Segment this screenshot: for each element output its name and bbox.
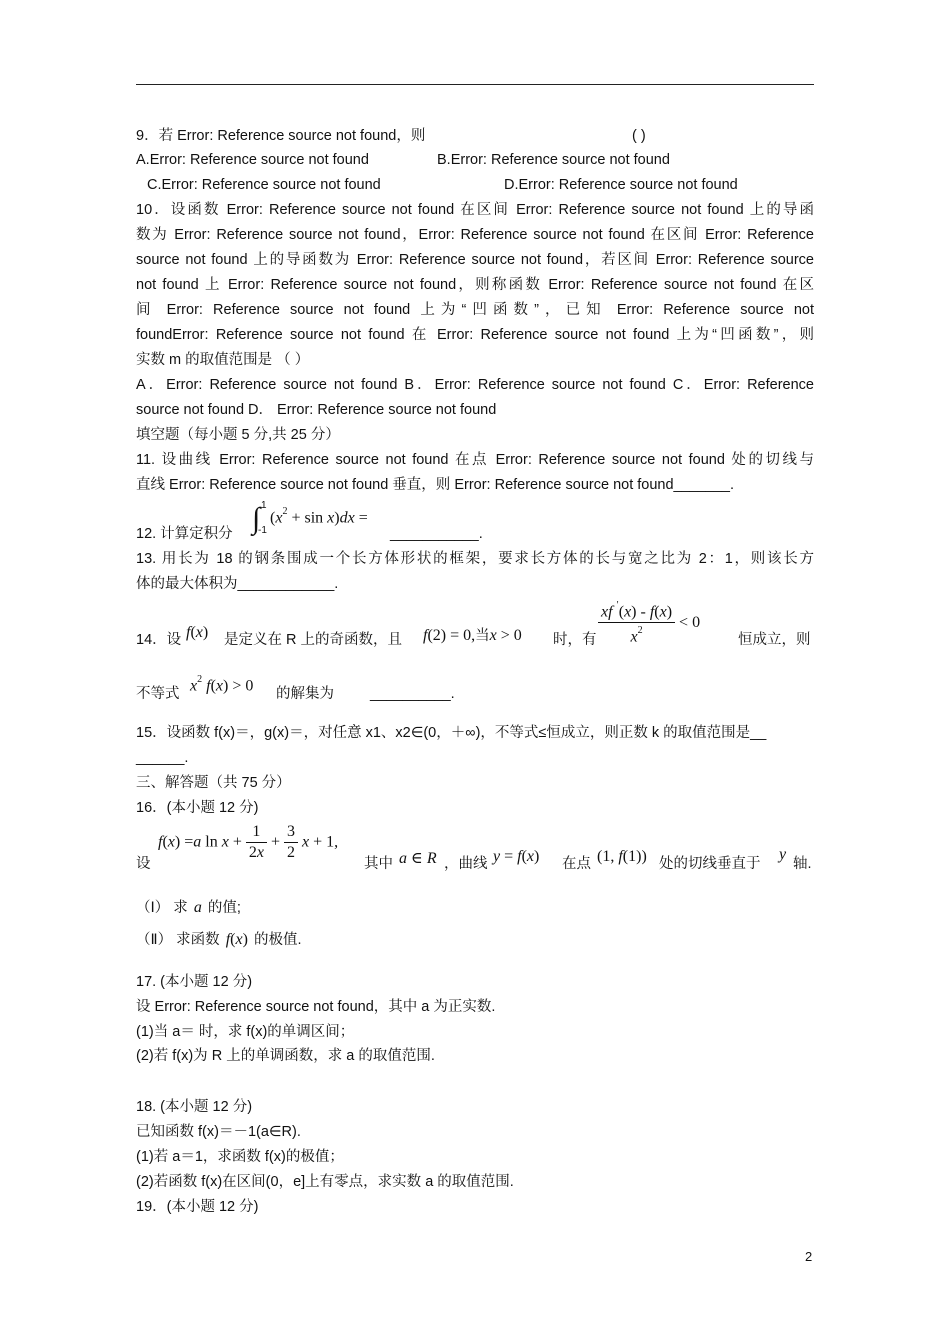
q17-line-3: (2)若 f(x)为 R 上的单调函数，求 a 的取值范围. [136, 1048, 435, 1064]
q10-line-4: not found 上 Error: Reference source not found，则称函数 Error: Reference source not found 在区 [136, 277, 814, 293]
q14-fx-formula: f(x) [186, 624, 209, 641]
q9-option-c: C.Error: Reference source not found [147, 177, 381, 193]
q16-part-2-tail: 的极值. [253, 932, 302, 948]
q17-line-1: 设 Error: Reference source not found，其中 a 为正实数. [136, 999, 496, 1015]
q17-line-2: (1)当 a＝ 时，求 f(x)的单调区间； [136, 1024, 355, 1040]
q14-line-2-prefix: 不等式 [136, 686, 180, 702]
q10-options-line-1: A．Error: Reference source not found B．Error: Reference source not found C．Error: Reference [136, 377, 814, 393]
q18-header: 18. (本小题 12 分) [136, 1099, 253, 1115]
q14-condition-formula: f(2) = 0,当x > 0 [423, 627, 522, 644]
q16-domain-formula: a ∈ R [399, 850, 437, 867]
q14-line-2-suffix: 的解集为 [276, 686, 334, 702]
q16-part-1 [136, 898, 814, 918]
q10-line-7: 实数 m 的取值范围是 （ ） [136, 352, 310, 368]
page-number: 2 [805, 1249, 813, 1264]
q16-part-2 [136, 930, 814, 950]
q11-line-2: 直线 Error: Reference source not found 垂直，则 Error: Reference source not found_______. [136, 477, 735, 493]
q12-integral-formula [252, 500, 402, 540]
q16-curve-formula: y = f(x) [493, 848, 540, 865]
q16-zaidian: 在点 [562, 856, 591, 872]
q12-lower-limit: -1 [258, 525, 267, 536]
q9-option-b: B.Error: Reference source not found [437, 152, 670, 168]
q16-fx: f(x) [225, 931, 248, 948]
q9-option-d: D.Error: Reference source not found [504, 177, 738, 193]
q9-option-a: A.Error: Reference source not found [136, 152, 369, 168]
q14-inequality-formula: $\frac{xf '(x) - f(x)}{x^2}$ < 0 [598, 598, 700, 648]
q12-integrand: $(x^2 + \sin x)dx$ = [270, 506, 368, 527]
q18-line-2: (1)若 a＝1，求函数 f(x)的极值； [136, 1149, 344, 1165]
q16-chu: 处的切线垂直于 [659, 856, 761, 872]
q10-options-line-2: source not found D． Error: Reference source not found [136, 402, 497, 418]
q10-line-1: 10．设函数 Error: Reference source not found 在区间 Error: Reference source not found 上的导函 [136, 202, 814, 218]
q16-part-1-label: （Ⅰ） 求 [136, 900, 188, 916]
q16-var-a: a [193, 899, 202, 916]
q9-answer-paren: ( ) [632, 128, 646, 144]
q15-line-2: ______. [136, 750, 189, 766]
q16-header: 16．(本小题 12 分) [136, 800, 259, 816]
q13-line-1: 13. 用长为 18 的钢条围成一个长方体形状的框架，要求长方体的长与宽之比为 2：1，则该长方 [136, 551, 814, 567]
q16-she: 设 [136, 856, 151, 872]
q14-mid-1: 是定义在 R 上的奇函数，且 [224, 632, 403, 648]
q12-upper-limit: 1 [261, 500, 267, 511]
q14-fraction: $\frac{xf '(x) - f(x)}{x^2}$ [598, 598, 675, 648]
q16-point-formula: (1, f(1)) [597, 848, 647, 865]
q13-line-2: 体的最大体积为____________. [136, 576, 339, 592]
q18-line-3: (2)若函数 f(x)在区间(0，e]上有零点，求实数 a 的取值范围. [136, 1174, 514, 1190]
q10-line-2: 数为 Error: Reference source not found，Error: Reference source not found 在区间 Error: Reference [136, 227, 814, 243]
q12-prefix: 12. 计算定积分 [136, 526, 233, 542]
header-rule [136, 84, 814, 85]
q10-line-6: foundError: Reference source not found 在 Error: Reference source not found 上为“凹函数”，则 [136, 327, 814, 343]
q10-line-5: 间 Error: Reference source not found 上为“凹函数”，已知 Error: Reference source not [136, 302, 814, 318]
fill-section-header: 填空题（每小题 5 分,共 25 分） [136, 427, 340, 443]
q11-line-1: 11. 设曲线 Error: Reference source not found 在点 Error: Reference source not found 处的切线与 [136, 452, 814, 468]
q19-header: 19．(本小题 12 分) [136, 1199, 259, 1215]
integral-sign-icon: ∫ [252, 502, 261, 535]
q15-line-1: 15．设函数 f(x)＝，g(x)＝，对任意 x1、x2∈(0，＋∞)，不等式≤恒成立，则正数 k 的取值范围是__ [136, 725, 767, 741]
q14-blank: __________. [370, 686, 455, 702]
q17-header: 17. (本小题 12 分) [136, 974, 253, 990]
q14-suffix: 恒成立，则 [738, 632, 811, 648]
q16-function-formula: f(x) =a ln x + $\frac{1}{2x}$ + $\frac{3}{2}$ x + 1, [158, 823, 339, 861]
q14-solution-formula: $x^2$ f(x) > 0 [190, 674, 254, 695]
q12-blank: ___________. [390, 526, 483, 542]
q16-quxian: ，曲线 [444, 856, 488, 872]
q16-axis-y: y [779, 846, 787, 863]
section-3-header: 三、解答题（共 75 分） [136, 775, 291, 791]
q14-mid-2: 时，有 [553, 632, 597, 648]
q9-stem: 9．若 Error: Reference source not found，则 [136, 128, 426, 144]
q16-zhou: 轴. [793, 856, 812, 872]
q9-stem-line [136, 126, 814, 146]
q16-qizhong: 其中 [364, 856, 393, 872]
q14-prefix: 14．设 [136, 632, 182, 648]
q9-options-ab [136, 150, 814, 170]
q16-part-2-label: （Ⅱ） 求函数 [136, 932, 220, 948]
q16-part-1-tail: 的值; [207, 900, 241, 916]
q10-line-3: source not found 上的导函数为 Error: Reference source not found，若区间 Error: Reference source [136, 252, 814, 268]
q18-line-1: 已知函数 f(x)＝－1(a∈R). [136, 1124, 301, 1140]
